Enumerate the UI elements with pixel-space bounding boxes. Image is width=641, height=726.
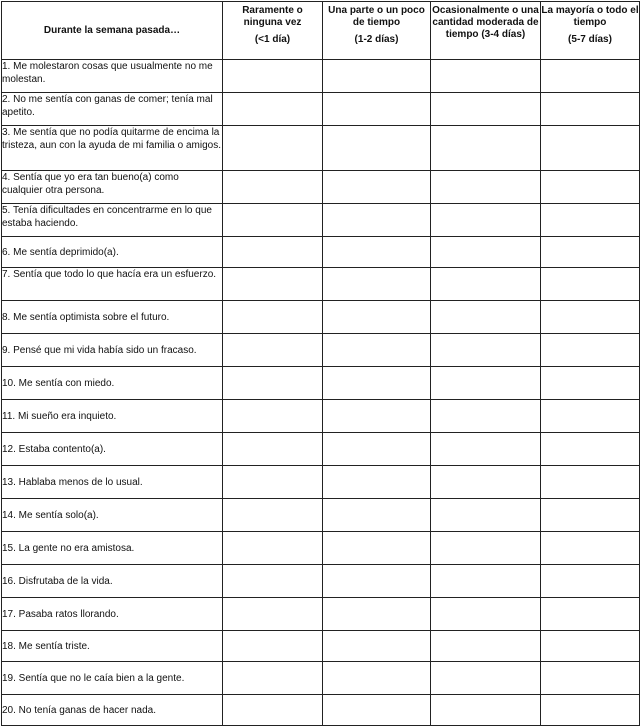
- question-text: 10. Me sentía con miedo.: [2, 367, 223, 400]
- answer-cell-some[interactable]: [323, 126, 431, 171]
- question-text: 12. Estaba contento(a).: [2, 433, 223, 466]
- answer-cell-most[interactable]: [541, 126, 640, 171]
- answer-cell-rarely[interactable]: [223, 631, 323, 662]
- answer-cell-occasionally[interactable]: [431, 93, 541, 126]
- question-text: 7. Sentía que todo lo que hacía era un esfuerzo.: [2, 268, 223, 301]
- answer-cell-some[interactable]: [323, 171, 431, 204]
- answer-cell-occasionally[interactable]: [431, 237, 541, 268]
- question-row: [2, 400, 640, 433]
- answer-cell-most[interactable]: [541, 268, 640, 301]
- question-row: [2, 466, 640, 499]
- answer-cell-some[interactable]: [323, 400, 431, 433]
- question-column-header: [2, 2, 223, 60]
- answer-cell-most[interactable]: [541, 93, 640, 126]
- question-text: 20. No tenía ganas de hacer nada.: [2, 695, 223, 726]
- answer-cell-occasionally[interactable]: [431, 60, 541, 93]
- answer-cell-some[interactable]: [323, 565, 431, 598]
- answer-cell-rarely[interactable]: [223, 499, 323, 532]
- question-text: 3. Me sentía que no podía quitarme de encima la tristeza, aun con la ayuda de mi familia o amigos.: [2, 126, 223, 171]
- question-row: [2, 60, 640, 93]
- answer-cell-some[interactable]: [323, 301, 431, 334]
- question-text: 17. Pasaba ratos llorando.: [2, 598, 223, 631]
- question-row: [2, 334, 640, 367]
- answer-cell-most[interactable]: [541, 171, 640, 204]
- answer-cell-some[interactable]: [323, 334, 431, 367]
- answer-cell-occasionally[interactable]: [431, 204, 541, 237]
- answer-cell-rarely[interactable]: [223, 301, 323, 334]
- question-text: 19. Sentía que no le caía bien a la gente.: [2, 662, 223, 695]
- answer-cell-occasionally[interactable]: [431, 400, 541, 433]
- answer-cell-some[interactable]: [323, 598, 431, 631]
- question-row: [2, 532, 640, 565]
- question-text: 11. Mi sueño era inquieto.: [2, 400, 223, 433]
- answer-cell-some[interactable]: [323, 631, 431, 662]
- answer-cell-some[interactable]: [323, 237, 431, 268]
- question-column-header-label: Durante la semana pasada…: [43, 24, 181, 36]
- header-row: [2, 2, 640, 60]
- answer-cell-occasionally[interactable]: [431, 565, 541, 598]
- option-header-most: [541, 2, 640, 60]
- answer-cell-rarely[interactable]: [223, 334, 323, 367]
- answer-cell-rarely[interactable]: [223, 695, 323, 726]
- answer-cell-most[interactable]: [541, 60, 640, 93]
- question-text: 4. Sentía que yo era tan bueno(a) como cualquier otra persona.: [2, 171, 223, 204]
- option-header-range: tiempo (3-4 días): [445, 29, 526, 40]
- answer-cell-rarely[interactable]: [223, 60, 323, 93]
- answer-cell-occasionally[interactable]: [431, 662, 541, 695]
- question-row: [2, 695, 640, 726]
- option-header-range: (5-7 días): [568, 34, 612, 45]
- answer-cell-occasionally[interactable]: [431, 532, 541, 565]
- answer-cell-rarely[interactable]: [223, 367, 323, 400]
- answer-cell-rarely[interactable]: [223, 565, 323, 598]
- answer-cell-rarely[interactable]: [223, 662, 323, 695]
- answer-cell-occasionally[interactable]: [431, 433, 541, 466]
- question-row: [2, 93, 640, 126]
- answer-cell-rarely[interactable]: [223, 268, 323, 301]
- question-row: [2, 598, 640, 631]
- answer-cell-some[interactable]: [323, 695, 431, 726]
- answer-cell-occasionally[interactable]: [431, 301, 541, 334]
- question-text: 6. Me sentía deprimido(a).: [2, 237, 223, 268]
- option-header-label: Ocasionalmente o una cantidad moderada de: [432, 5, 539, 28]
- question-row: [2, 367, 640, 400]
- question-text: 1. Me molestaron cosas que usualmente no me molestan.: [2, 60, 223, 93]
- answer-cell-some[interactable]: [323, 60, 431, 93]
- answer-cell-most[interactable]: [541, 662, 640, 695]
- survey-table: [1, 1, 640, 726]
- answer-cell-rarely[interactable]: [223, 532, 323, 565]
- answer-cell-most[interactable]: [541, 695, 640, 726]
- answer-cell-some[interactable]: [323, 662, 431, 695]
- answer-cell-most[interactable]: [541, 598, 640, 631]
- question-row: [2, 268, 640, 301]
- question-row: [2, 631, 640, 662]
- answer-cell-some[interactable]: [323, 532, 431, 565]
- answer-cell-rarely[interactable]: [223, 171, 323, 204]
- answer-cell-occasionally[interactable]: [431, 171, 541, 204]
- answer-cell-most[interactable]: [541, 532, 640, 565]
- option-header-label: Una parte o un poco de tiempo: [328, 5, 425, 28]
- question-text: 8. Me sentía optimista sobre el futuro.: [2, 301, 223, 334]
- answer-cell-rarely[interactable]: [223, 93, 323, 126]
- question-text: 18. Me sentía triste.: [2, 631, 223, 662]
- answer-cell-some[interactable]: [323, 93, 431, 126]
- answer-cell-rarely[interactable]: [223, 598, 323, 631]
- answer-cell-occasionally[interactable]: [431, 126, 541, 171]
- question-row: [2, 433, 640, 466]
- answer-cell-most[interactable]: [541, 367, 640, 400]
- question-row: [2, 126, 640, 171]
- answer-cell-most[interactable]: [541, 565, 640, 598]
- question-text: 9. Pensé que mi vida había sido un fracaso.: [2, 334, 223, 367]
- answer-cell-occasionally[interactable]: [431, 695, 541, 726]
- answer-cell-occasionally[interactable]: [431, 268, 541, 301]
- answer-cell-most[interactable]: [541, 400, 640, 433]
- question-text: 5. Tenía dificultades en concentrarme en lo que estaba haciendo.: [2, 204, 223, 237]
- answer-cell-some[interactable]: [323, 268, 431, 301]
- question-row: [2, 565, 640, 598]
- question-text: 2. No me sentía con ganas de comer; tenía mal apetito.: [2, 93, 223, 126]
- answer-cell-rarely[interactable]: [223, 237, 323, 268]
- answer-cell-most[interactable]: [541, 433, 640, 466]
- answer-cell-rarely[interactable]: [223, 126, 323, 171]
- question-row: [2, 662, 640, 695]
- answer-cell-occasionally[interactable]: [431, 499, 541, 532]
- question-row: [2, 171, 640, 204]
- question-row: [2, 204, 640, 237]
- option-header-range: (<1 día): [254, 34, 291, 45]
- answer-cell-most[interactable]: [541, 334, 640, 367]
- option-header-range: (1-2 días): [354, 34, 399, 45]
- answer-cell-most[interactable]: [541, 301, 640, 334]
- option-header-some: [323, 2, 431, 60]
- question-text: 14. Me sentía solo(a).: [2, 499, 223, 532]
- answer-cell-occasionally[interactable]: [431, 598, 541, 631]
- answer-cell-most[interactable]: [541, 237, 640, 268]
- answer-cell-occasionally[interactable]: [431, 367, 541, 400]
- option-header-rarely: [223, 2, 323, 60]
- answer-cell-most[interactable]: [541, 466, 640, 499]
- answer-cell-occasionally[interactable]: [431, 466, 541, 499]
- question-row: [2, 237, 640, 268]
- answer-cell-some[interactable]: [323, 204, 431, 237]
- answer-cell-rarely[interactable]: [223, 204, 323, 237]
- question-row: [2, 301, 640, 334]
- question-row: [2, 499, 640, 532]
- answer-cell-occasionally[interactable]: [431, 334, 541, 367]
- answer-cell-some[interactable]: [323, 367, 431, 400]
- question-text: 13. Hablaba menos de lo usual.: [2, 466, 223, 499]
- question-text: 15. La gente no era amistosa.: [2, 532, 223, 565]
- option-header-occasionally: [431, 2, 541, 60]
- answer-cell-rarely[interactable]: [223, 400, 323, 433]
- answer-cell-most[interactable]: [541, 499, 640, 532]
- answer-cell-some[interactable]: [323, 433, 431, 466]
- answer-cell-rarely[interactable]: [223, 466, 323, 499]
- option-header-label: La mayoría o todo el tiempo: [541, 5, 639, 28]
- answer-cell-some[interactable]: [323, 499, 431, 532]
- answer-cell-most[interactable]: [541, 204, 640, 237]
- survey-body: [2, 60, 640, 726]
- answer-cell-most[interactable]: [541, 631, 640, 662]
- answer-cell-rarely[interactable]: [223, 433, 323, 466]
- option-header-label: Raramente o ninguna vez: [242, 5, 303, 28]
- answer-cell-some[interactable]: [323, 466, 431, 499]
- question-text: 16. Disfrutaba de la vida.: [2, 565, 223, 598]
- answer-cell-occasionally[interactable]: [431, 631, 541, 662]
